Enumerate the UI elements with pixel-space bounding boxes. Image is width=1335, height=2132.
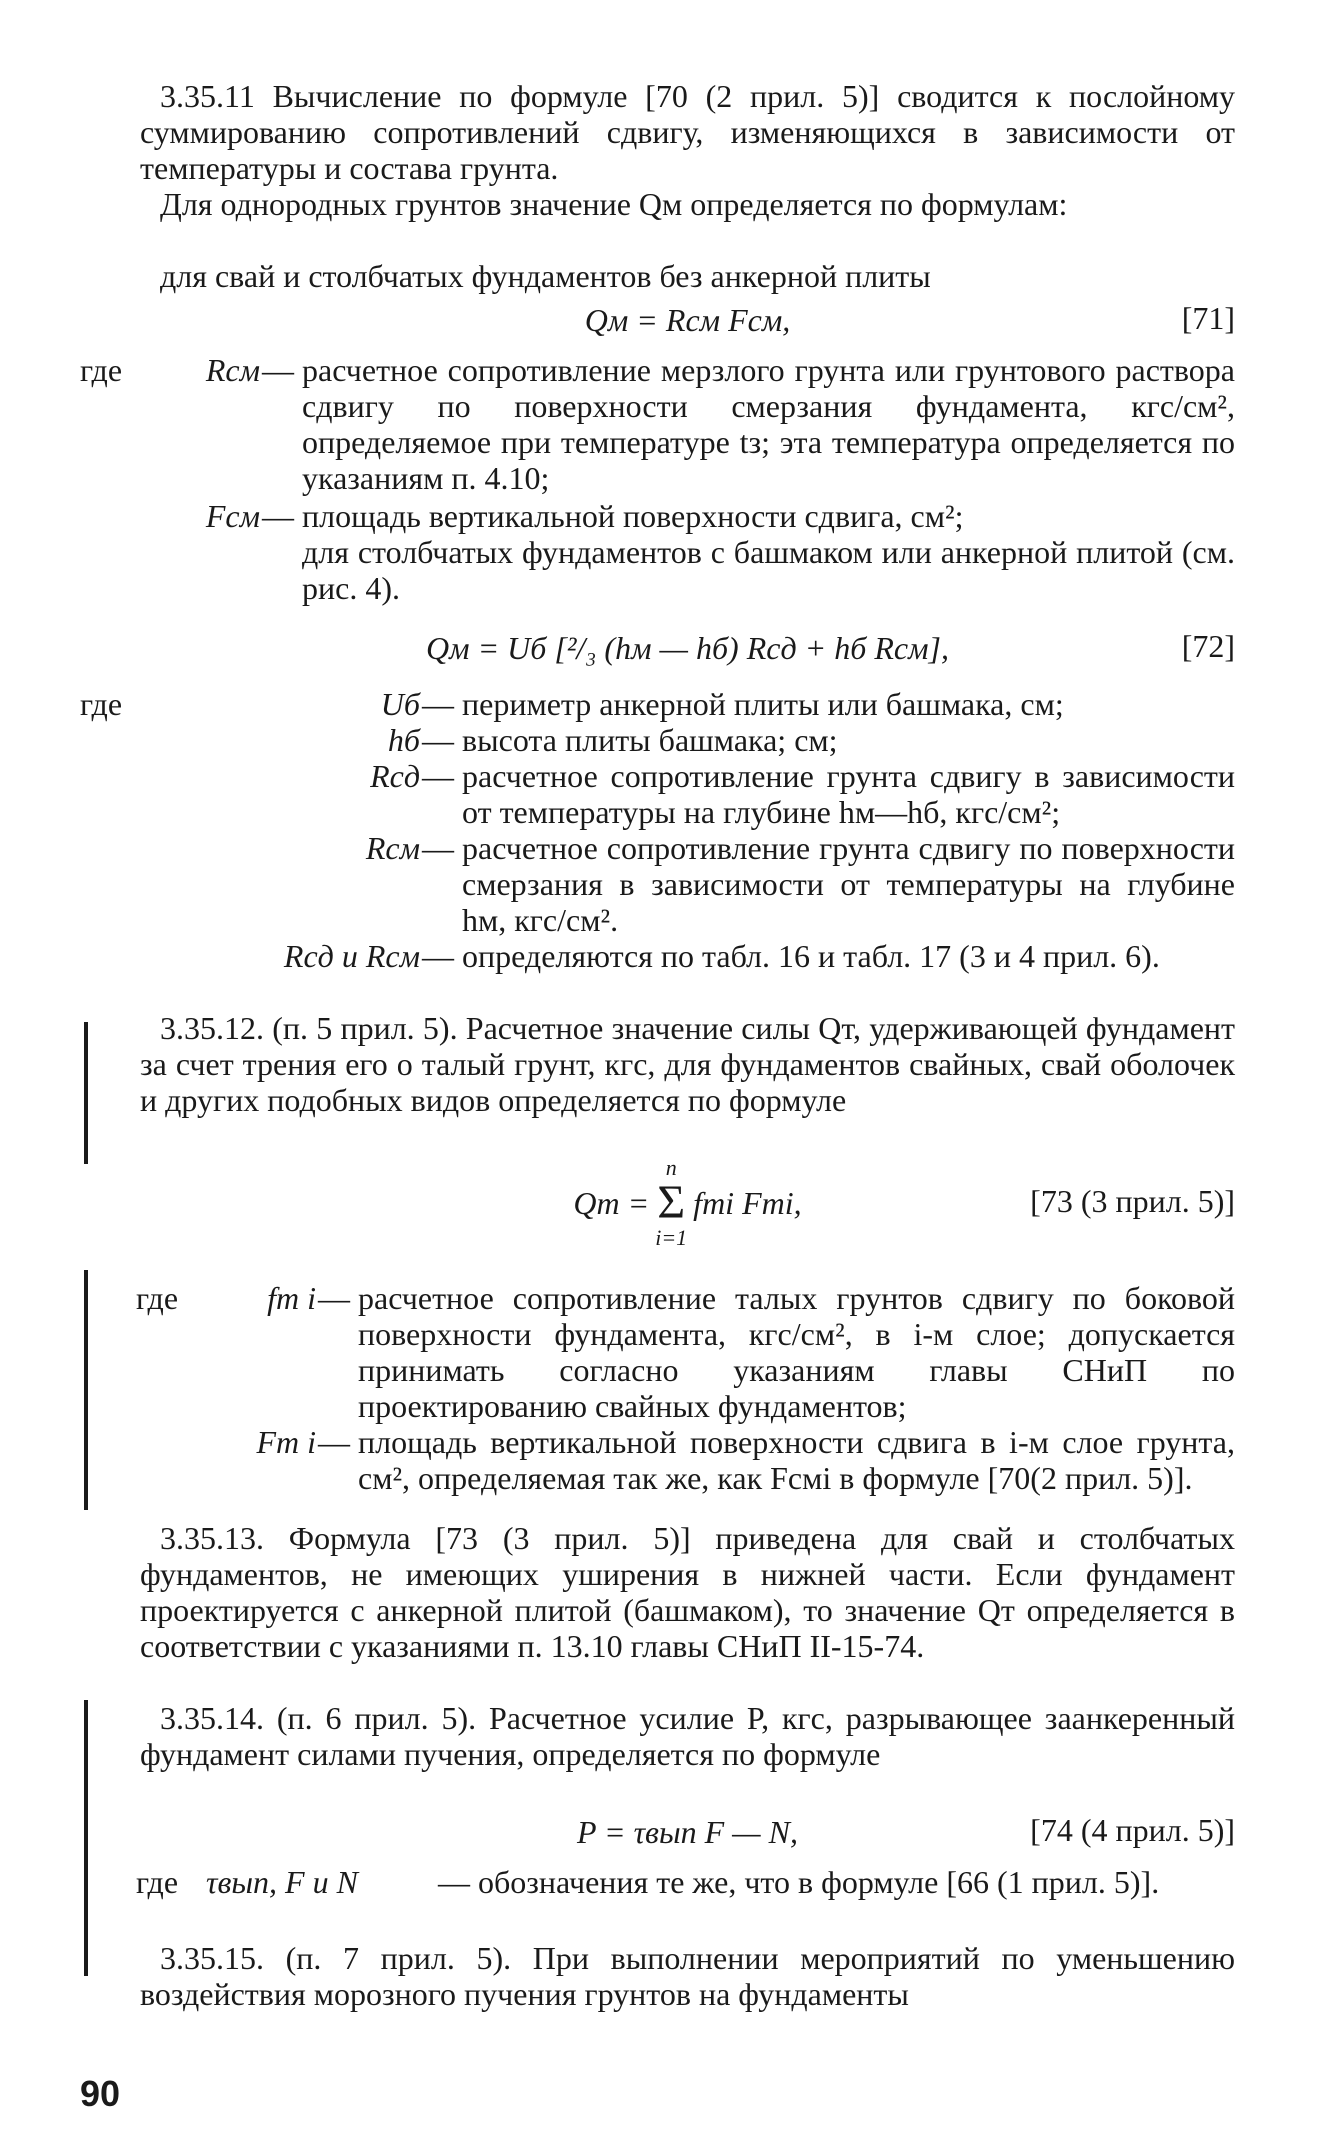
- definition-symbol: fт i: [267, 1280, 316, 1316]
- formula-73-lhs: Qт =: [573, 1185, 650, 1221]
- paragraph-piles-without-plate: для свай и столбчатых фундаментов без анкерной плиты: [160, 258, 931, 294]
- paragraph-3-35-14: 3.35.14. (п. 6 прил. 5). Расчетное усилие P, кгс, разрывающее заанкеренный фундамент силами пучения, определяется по формуле: [140, 1700, 1235, 1772]
- where-label: где: [80, 686, 123, 722]
- formula-74: [140, 1812, 1235, 1852]
- formula-74-expression: P = τвып F — N,: [577, 1814, 798, 1850]
- definition-dash: —: [438, 1864, 470, 1900]
- definition-dash: —: [422, 686, 454, 722]
- definition-symbol: Uб: [380, 686, 420, 722]
- definition-symbol: Rсм: [365, 830, 420, 866]
- sum-upper-limit: n: [665, 1155, 677, 1180]
- definition-dash: —: [422, 938, 454, 974]
- definition-dash: —: [262, 352, 294, 388]
- definition-symbol: Rсд: [370, 758, 420, 794]
- formula-74-number: [74 (4 прил. 5)]: [1030, 1812, 1235, 1848]
- paragraph-3-35-13: 3.35.13. Формула [73 (3 прил. 5)] приведена для свай и столбчатых фундаментов, не имеющих уширения в нижней части. Если фундамент проектируется с анкерной плитой (башмаком), то значение Qт определяется в соответствии с указаниями п. 13.10 главы СНиП II-15-74.: [140, 1520, 1235, 1664]
- definition-dash: —: [422, 758, 454, 794]
- definition-symbol: hб: [387, 722, 420, 758]
- definition-text: площадь вертикальной поверхности сдвига, см²;: [302, 498, 964, 534]
- sum-lower-limit: i=1: [655, 1225, 688, 1250]
- definition-dash: —: [318, 1424, 350, 1460]
- formula-73: [140, 1155, 1235, 1250]
- formula-71: [140, 300, 1235, 340]
- definition-symbol: Rсд и Rсм: [283, 938, 420, 974]
- where-label: где: [136, 1280, 179, 1316]
- definition-symbol: Fсм: [205, 498, 260, 534]
- summation-sign: [655, 1155, 687, 1251]
- definition-dash: —: [422, 722, 454, 758]
- formula-71-number: [71]: [1181, 300, 1235, 336]
- definition-dash: —: [318, 1280, 350, 1316]
- definition-dash: —: [422, 830, 454, 866]
- paragraph-3-35-15: 3.35.15. (п. 7 прил. 5). При выполнении мероприятий по уменьшению воздействия морозного пучения грунтов на фундаменты: [140, 1940, 1235, 2012]
- formula-71-expression: Qм = Rсм Fсм,: [584, 302, 791, 338]
- where-label: где: [136, 1864, 179, 1900]
- paragraph-3-35-11: 3.35.11 Вычисление по формуле [70 (2 прил. 5)] сводится к послойному суммированию сопротивлений сдвигу, изменяющихся в зависимости от температуры и состава грунта.: [140, 78, 1235, 186]
- change-bar: [84, 1022, 88, 1164]
- definition-symbol: τвып, F и N: [206, 1864, 358, 1900]
- formula-72-expression: Qм = Uб [²/₃ (hм — hб) Rсд + hб Rсм],: [426, 630, 949, 666]
- where-label: где: [80, 352, 123, 388]
- definition-symbol: Fт i: [256, 1424, 316, 1460]
- definition-text: площадь вертикальной поверхности сдвига в i-м слое грунта, см², определяемая так же, как Fсмi в формуле [70(2 прил. 5)].: [358, 1424, 1235, 1496]
- paragraph-homogeneous-soils: Для однородных грунтов значение Qм определяется по формулам:: [160, 186, 1068, 222]
- formula-73-rhs: fтi Fтi,: [693, 1185, 802, 1221]
- definition-text: периметр анкерной плиты или башмака, см;: [462, 686, 1064, 722]
- definition-symbol: Rсм: [205, 352, 260, 388]
- formula-72: [140, 628, 1235, 668]
- paragraph-3-35-12: 3.35.12. (п. 5 прил. 5). Расчетное значение силы Qт, удерживающей фундамент за счет трения его о талый грунт, кгс, для фундаментов свайных, свай оболочек и других подобных видов определяется по формуле: [140, 1010, 1235, 1118]
- definition-text: расчетное сопротивление грунта сдвигу в зависимости от температуры на глубине hм—hб, кгс/см²;: [462, 758, 1235, 830]
- definition-text: определяются по табл. 16 и табл. 17 (3 и 4 прил. 6).: [462, 938, 1160, 974]
- definition-text: расчетное сопротивление мерзлого грунта или грунтового раствора сдвигу по поверхности смерзания фундамента, кгс/см², определяемое при температуре tз; эта температура определяется по указаниям п. 4.10;: [302, 352, 1235, 496]
- change-bar: [84, 1700, 88, 1976]
- definition-text: обозначения те же, что в формуле [66 (1 прил. 5)].: [478, 1864, 1160, 1900]
- definition-text: высота плиты башмака; см;: [462, 722, 838, 758]
- formula-72-number: [72]: [1181, 628, 1235, 664]
- formula-73-number: [73 (3 прил. 5)]: [1030, 1183, 1235, 1219]
- sum-sigma: Σ: [657, 1176, 686, 1229]
- definition-dash: —: [262, 498, 294, 534]
- change-bar: [84, 1270, 88, 1510]
- definition-text: расчетное сопротивление грунта сдвигу по поверхности смерзания в зависимости от температуры на глубине hм, кгс/см².: [462, 830, 1235, 938]
- definition-text: расчетное сопротивление талых грунтов сдвигу по боковой поверхности фундамента, кгс/см², в i-м слое; допускается принимать согласно указаниям главы СНиП по проектированию свайных фундаментов;: [358, 1280, 1235, 1424]
- definition-continuation: для столбчатых фундаментов с башмаком или анкерной плитой (см. рис. 4).: [302, 534, 1235, 606]
- page-number: 90: [80, 2073, 121, 2114]
